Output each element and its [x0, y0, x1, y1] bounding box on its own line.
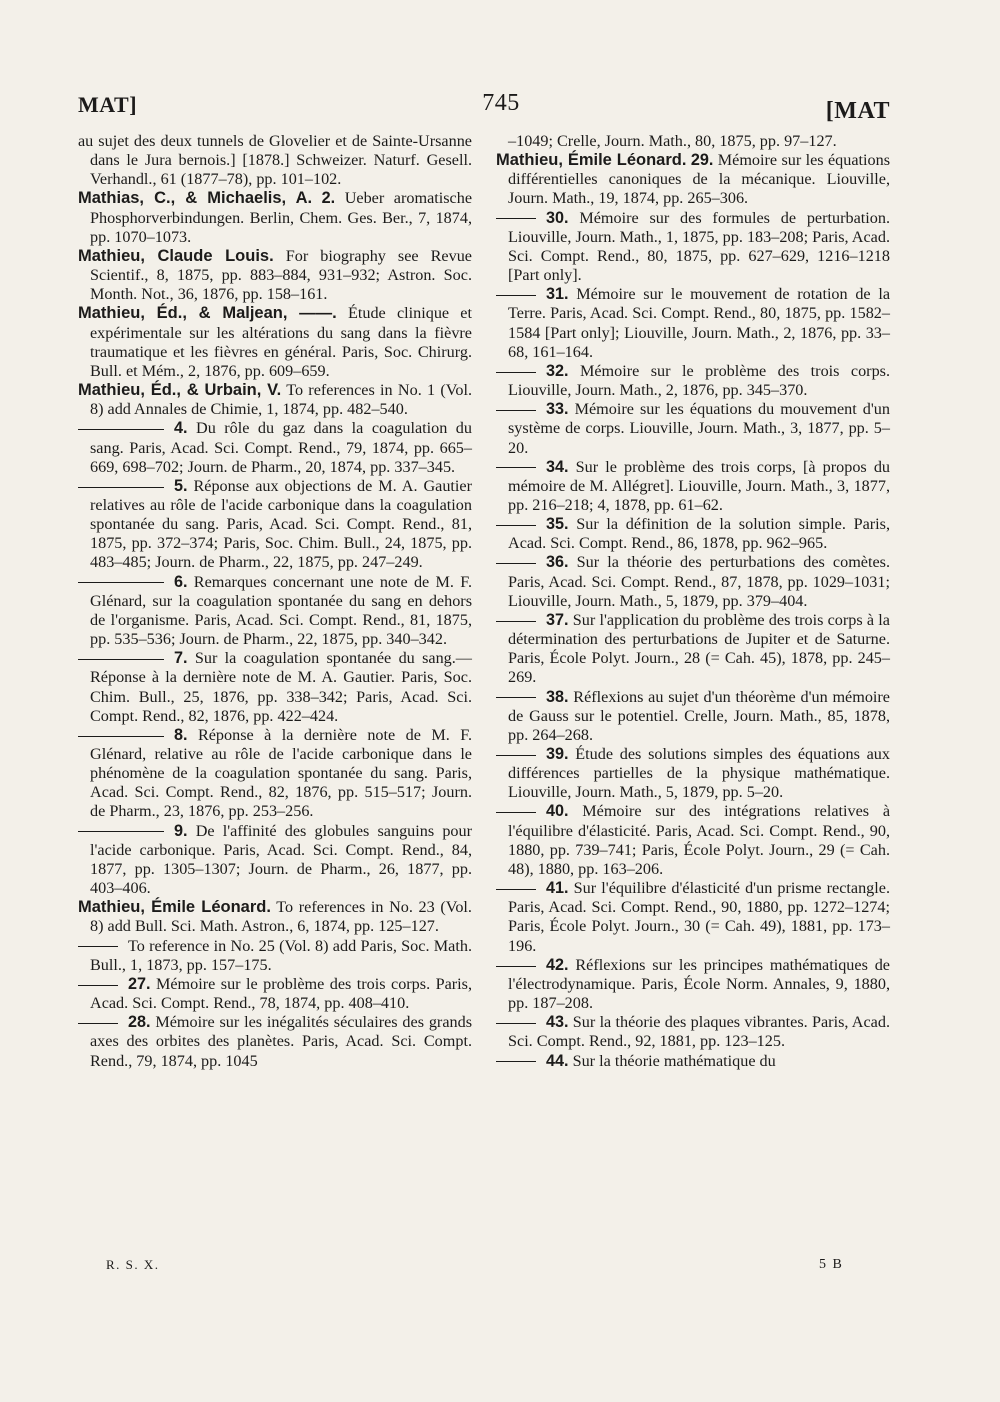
entry-text: au sujet des deux tunnels de Glovelier et de Sainte-Ursanne dans le Jura bernois.] [1878.] Schweizer. Naturf. Gesell. Verhandl., 61 (1877–78), pp. 101–102. [78, 132, 472, 189]
entry-number: 43. [546, 1013, 569, 1032]
bibliography-entry [496, 362, 890, 400]
entry-number: 33. [546, 400, 569, 419]
bibliography-entry [496, 285, 890, 362]
ditto-rule [496, 295, 536, 296]
entry-text: To reference in No. 25 (Vol. 8) add Paris, Soc. Math. Bull., 1, 1873, pp. 157–175. [90, 936, 472, 974]
entry-number: 35. [546, 515, 569, 534]
bibliography-entry [78, 975, 472, 1013]
ditto-rule [496, 218, 536, 219]
entry-text: Mémoire sur le problème des trois corps. Liouville, Journ. Math., 2, 1876, pp. 345–370. [508, 361, 891, 400]
entry-number: 6. [174, 572, 188, 591]
entry-text: Sur la théorie des plaques vibrantes. Paris, Acad. Sci. Compt. Rend., 92, 1881, pp. 123–125. [508, 1013, 891, 1051]
entry-text: Réponse aux objections de M. A. Gautier relatives au rôle de l'acide carbonique dans la coagulation spontanée du sang. Paris, Acad. Sci. Compt. Rend., 81, 1875, pp. 372–374; Paris, Soc. Chim. Bull., 24, 1875, pp. 483–485; Journ. de Pharm., 22, 1875, pp. 247–249. [90, 476, 472, 572]
entry-text: Mémoire sur les équations du mouvement d'un système de corps. Liouville, Journ. Math., 3, 1877, pp. 5–20. [508, 400, 890, 457]
entry-text: Étude clinique et expérimentale sur les altérations du sang dans la fièvre traumatique et les fièvres en général. Paris, Soc. Chirurg. Bull. et Mém., 2, 1876, pp. 609–659. [90, 304, 472, 380]
entry-number: 36. [546, 553, 569, 572]
entry-number: 4. [174, 419, 188, 438]
entry-text: For biography see Revue Scientif., 8, 1875, pp. 883–884, 931–932; Astron. Soc. Month. Not., 36, 1876, pp. 158–161. [90, 246, 472, 304]
entry-text: Sur la théorie des perturbations des comètes. Paris, Acad. Sci. Compt. Rend., 87, 1878, pp. 1029–1031; Liouville, Journ. Math., 5, 1879, pp. 379–404. [508, 553, 891, 610]
entry-number: 7. [174, 649, 188, 668]
entry-author: Mathias, C., & Michaelis, A. [78, 189, 313, 208]
entry-number: 27. [128, 974, 151, 993]
entry-text: Sur la définition de la solution simple. Paris, Acad. Sci. Compt. Rend., 86, 1878, pp. 962–965. [508, 515, 890, 553]
entry-text: Mémoire sur les équations différentielles canoniques de la mécanique. Liouville, Journ. Math., 19, 1874, pp. 265–306. [508, 151, 891, 208]
bibliography-entry [496, 956, 890, 1013]
entry-number: 39. [546, 745, 569, 763]
entry-text: Sur l'équilibre d'élasticité d'un prisme rectangle. Paris, Acad. Sci. Compt. Rend., 90, 1880, pp. 1272–1274; Paris, École Polyt. Journ., 30 (= Cah. 49), 1881, pp. 173–196. [508, 879, 890, 955]
bibliography-entry [78, 304, 472, 381]
entry-text: Réflexions sur les principes mathématiques de l'électrodynamique. Paris, École Norm. Annales, 9, 1880, pp. 187–208. [508, 955, 890, 1013]
bibliography-entry [496, 515, 890, 553]
ditto-rule [78, 1023, 118, 1024]
bibliography-entry [496, 745, 890, 802]
bibliography-entry [78, 247, 472, 304]
entry-text: Sur la théorie mathématique du [572, 1051, 776, 1070]
bibliography-entry [496, 132, 890, 151]
bibliography-entry [496, 553, 890, 610]
entry-number: 5. [174, 476, 188, 495]
ditto-rule [78, 831, 164, 832]
bibliography-entry [78, 1013, 472, 1070]
entry-author: Mathieu, Éd., & Urbain, V. [78, 381, 282, 400]
entry-text: Mémoire sur les inégalités séculaires des grands axes des orbites des planètes. Paris, Acad. Sci. Compt. Rend., 79, 1874, pp. 1045 [90, 1013, 472, 1070]
bibliography-entry [496, 209, 890, 286]
entry-number: 9. [174, 821, 188, 840]
entry-number: 8. [174, 725, 188, 744]
entry-number: 29. [690, 151, 714, 170]
entry-text: –1049; Crelle, Journ. Math., 80, 1875, pp. 97–127. [508, 132, 837, 150]
ditto-rule [496, 563, 536, 564]
ditto-rule [78, 659, 164, 660]
right-column [496, 132, 890, 1071]
bibliography-entry [78, 419, 472, 476]
bibliography-entry [78, 132, 472, 189]
entry-text: Remarques concernant une note de M. F. Glénard, sur la coagulation spontanée du sang en dehors de l'organisme. Paris, Acad. Sci. Compt. Rend., 81, 1875, pp. 535–536; Journ. de Pharm., 22, 1875, pp. 340–342. [90, 572, 472, 649]
entry-number: 38. [546, 687, 569, 706]
ditto-rule [496, 621, 536, 622]
entry-text: Mémoire sur le mouvement de rotation de la Terre. Paris, Acad. Sci. Compt. Rend., 80, 1875, pp. 1582–1584 [Part only]; Liouville, Journ. Math., 2, 1876, pp. 33–68, 161–164. [508, 285, 890, 361]
bibliography-entry [78, 937, 472, 975]
bibliography-entry [496, 151, 890, 208]
page-number: 745 [482, 90, 520, 116]
ditto-rule [496, 889, 536, 890]
bibliography-entry [78, 189, 472, 246]
entry-number: 44. [546, 1051, 569, 1070]
entry-number: 28. [128, 1013, 151, 1032]
entry-text: Réflexions au sujet d'un théorème d'un mémoire de Gauss sur le potentiel. Crelle, Journ. Math., 85, 1878, pp. 264–268. [508, 687, 890, 744]
entry-number: 31. [546, 285, 569, 304]
ditto-rule [78, 487, 164, 488]
entry-text: Mémoire sur des formules de perturbation. Liouville, Journ. Math., 1, 1875, pp. 183–208; Paris, Acad. Sci. Compt. Rend., 80, 1875, pp. 627–629, 1216–1218 [Part only]. [508, 208, 891, 285]
entry-author: Mathieu, Éd., & Maljean, ——. [78, 304, 337, 323]
entry-number: 34. [546, 457, 569, 476]
bibliography-entry [496, 802, 890, 879]
ditto-rule [78, 736, 164, 737]
entry-number: 2. [321, 189, 336, 208]
running-head-right: [MAT [825, 98, 890, 124]
bibliography-entry [496, 1052, 890, 1071]
signature-mark: R. S. X. [106, 1257, 160, 1272]
bibliography-entry [78, 649, 472, 726]
bibliography-entry [496, 688, 890, 745]
ditto-rule [78, 582, 164, 583]
ditto-rule [496, 1023, 536, 1024]
entry-number: 40. [546, 802, 569, 821]
entry-text: To references in No. 1 (Vol. 8) add Annales de Chimie, 1, 1874, pp. 482–540. [90, 381, 472, 419]
ditto-rule [496, 467, 536, 468]
gathering-mark: 5 B [819, 1257, 844, 1272]
ditto-rule [496, 525, 536, 526]
ditto-rule [78, 429, 164, 430]
bibliography-entry [78, 477, 472, 573]
entry-author: Mathieu, Émile Léonard. [496, 151, 687, 170]
bibliography-entry [496, 458, 890, 515]
entry-number: 42. [546, 955, 569, 974]
ditto-rule [78, 985, 118, 986]
entry-author: Mathieu, Claude Louis. [78, 246, 274, 265]
ditto-rule [496, 1061, 536, 1062]
bibliography-entry [78, 822, 472, 899]
bibliography-entry [496, 1013, 890, 1051]
bibliography-entry [496, 611, 890, 688]
entry-number: 41. [546, 879, 569, 898]
entry-text: Étude des solutions simples des équations aux différences partielles de la physique mathématique. Liouville, Journ. Math., 5, 1879, pp. 5–20. [508, 745, 890, 802]
entry-text: Mémoire sur le problème des trois corps. Paris, Acad. Sci. Compt. Rend., 78, 1874, pp. 408–410. [90, 974, 473, 1013]
entry-text: Ueber aromatische Phosphorverbindungen. Berlin, Chem. Ges. Ber., 7, 1874, pp. 1070–1073. [90, 189, 473, 246]
ditto-rule [78, 946, 118, 947]
entry-text: De l'affinité des globules sanguins pour l'acide carbonique. Paris, Acad. Sci. Compt. Rend., 84, 1877, pp. 1305–1307; Journ. de Pharm., 26, 1877, pp. 403–406. [90, 821, 473, 898]
ditto-rule [496, 410, 536, 411]
bibliography-entry [78, 381, 472, 419]
ditto-rule [496, 372, 536, 373]
entry-text: Mémoire sur des intégrations relatives à l'équilibre d'élasticité. Paris, Acad. Sci. Compt. Rend., 90, 1880, pp. 739–741; Paris, École Polyt. Journ., 29 (= Cah. 48), 1880, pp. 163–206. [508, 802, 891, 878]
ditto-rule [496, 812, 536, 813]
bibliography-entry [496, 400, 890, 457]
ditto-rule [496, 755, 536, 756]
bibliography-entry [78, 726, 472, 822]
running-head-left: MAT] [78, 92, 138, 117]
ditto-rule [496, 697, 536, 698]
entry-number: 30. [546, 208, 569, 227]
entry-text: Sur la coagulation spontanée du sang.—Réponse à la dernière note de M. A. Gautier. Paris, Soc. Chim. Bull., 25, 1876, pp. 338–342; Paris, Acad. Sci. Compt. Rend., 82, 1876, pp. 422–424. [90, 649, 472, 725]
bibliography-entry [78, 573, 472, 650]
ditto-rule [496, 966, 536, 967]
entry-number: 37. [546, 610, 569, 629]
entry-text: Réponse à la dernière note de M. F. Glénard, relative au rôle de l'acide carbonique dans le phénomène de la coagulation spontanée du sang. Paris, Acad. Sci. Compt. Rend., 82, 1876, pp. 515–517; Journ. de Pharm., 23, 1876, pp. 253–256. [90, 725, 472, 821]
bibliography-entry [496, 879, 890, 956]
entry-text: To references in No. 23 (Vol. 8) add Bull. Sci. Math. Astron., 6, 1874, pp. 125–127. [90, 898, 472, 936]
entry-text: Du rôle du gaz dans la coagulation du sang. Paris, Acad. Sci. Compt. Rend., 79, 1874, pp. 665–669, 698–702; Journ. de Pharm., 20, 1874, pp. 337–345. [90, 419, 472, 476]
left-column [78, 132, 472, 1071]
entry-number: 32. [546, 361, 569, 380]
entry-author: Mathieu, Émile Léonard. [78, 898, 271, 917]
entry-text: Sur l'application du problème des trois corps à la détermination des perturbations de Jupiter et de Saturne. Paris, École Polyt. Journ., 28 (= Cah. 45), 1878, pp. 245–269. [508, 610, 890, 687]
bibliography-entry [78, 898, 472, 936]
entry-text: Sur le problème des trois corps, [à propos du mémoire de M. Allégret]. Liouville, Journ. Math., 3, 1877, pp. 216–218; 4, 1878, pp. 61–62. [508, 457, 891, 514]
